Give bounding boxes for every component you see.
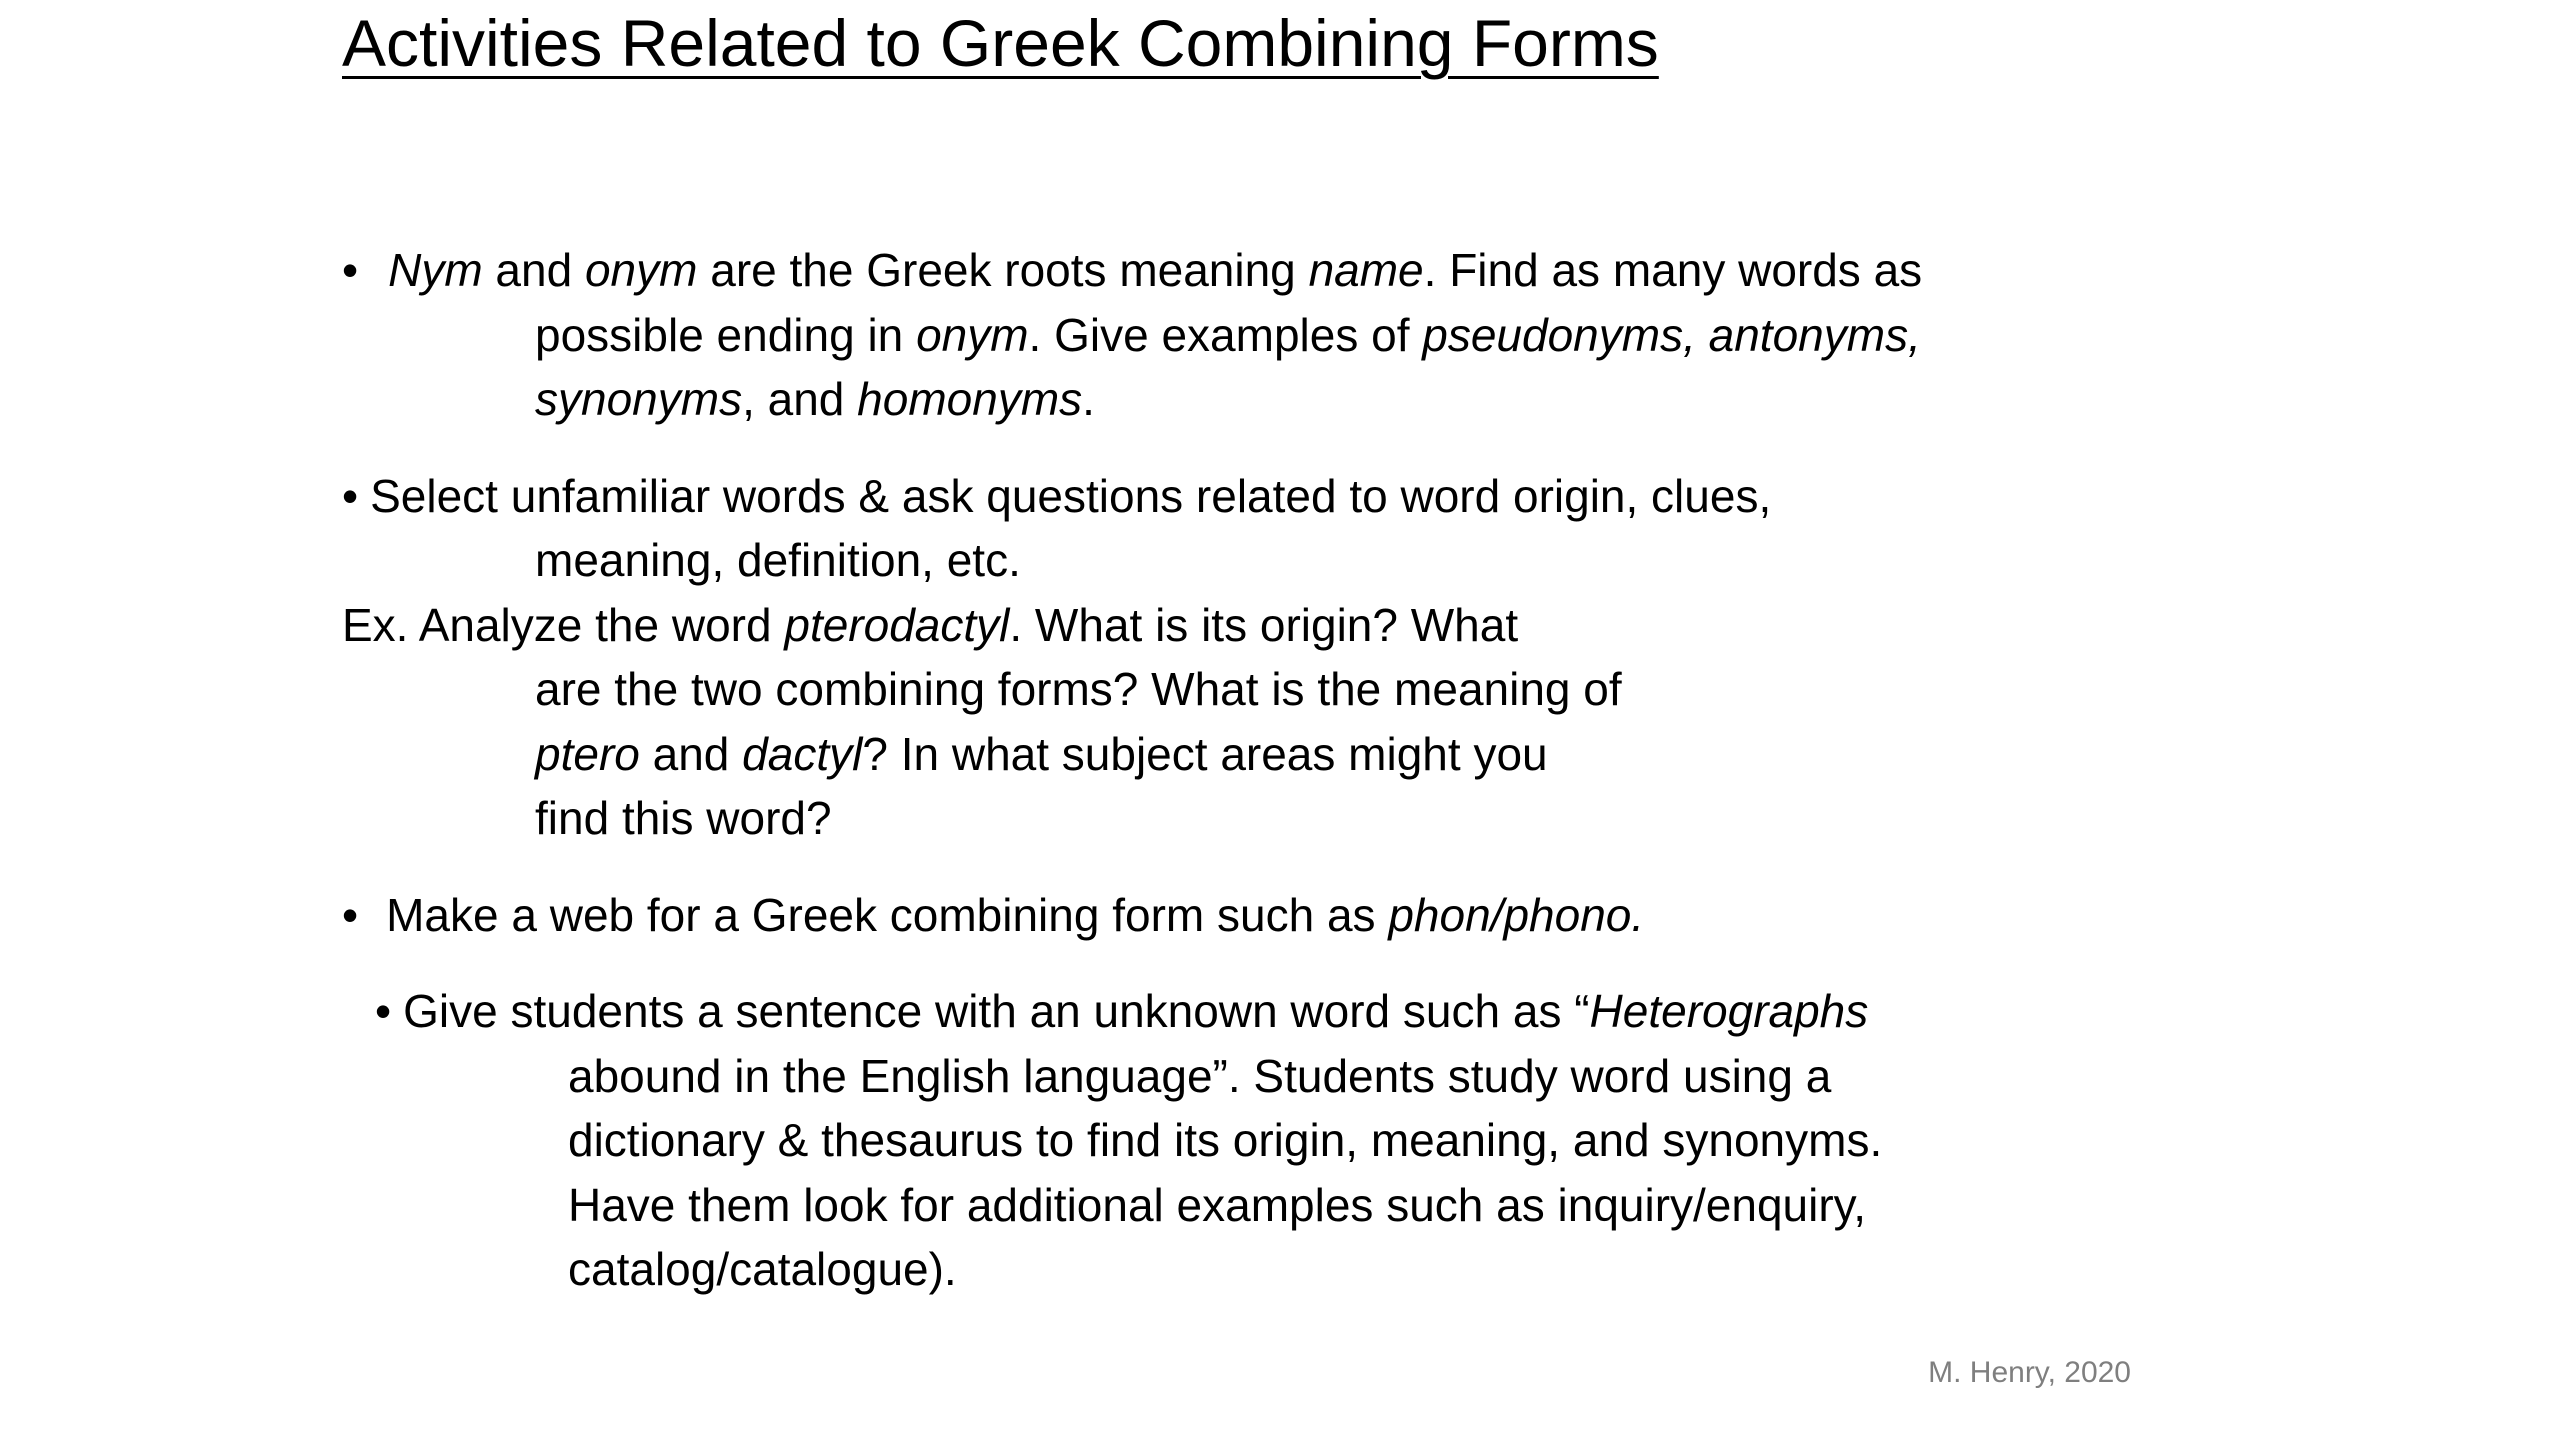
bullet-dot: • xyxy=(342,469,359,522)
bullet4-line5 xyxy=(342,1237,2162,1302)
bullet4-line4 xyxy=(342,1173,2162,1238)
text-italic: onym xyxy=(584,244,698,296)
text-italic: onym xyxy=(916,308,1029,361)
example-line3 xyxy=(342,722,2162,787)
text: find this word? xyxy=(535,792,832,844)
text-italic: pseudonyms, antonyms, xyxy=(1422,308,1921,361)
bullet4-line2 xyxy=(342,1044,2162,1109)
bullet4-line3 xyxy=(342,1108,2162,1173)
text: . xyxy=(1082,373,1095,425)
example-line4 xyxy=(342,786,2162,851)
bullet-dot: • xyxy=(375,985,392,1037)
bullet1-line1 xyxy=(342,238,2162,303)
footer-credit: M. Henry, 2020 xyxy=(1928,1356,2131,1389)
text-italic: name xyxy=(1308,244,1424,296)
text: possible ending in xyxy=(535,308,917,361)
text: . Give examples of xyxy=(1028,308,1423,361)
text: and xyxy=(482,244,585,296)
text: and xyxy=(639,727,743,780)
example-line1 xyxy=(342,593,2162,658)
text-italic: homonyms xyxy=(857,373,1083,425)
text: are the two combining forms? What is the meaning of xyxy=(535,663,1622,715)
text: , and xyxy=(742,373,858,425)
text-italic: Nym xyxy=(388,244,483,296)
bullet1-line3 xyxy=(342,367,2162,432)
text: ? In what subject areas might you xyxy=(862,727,1548,780)
bullet-dot: • xyxy=(342,244,359,296)
text: . What is its origin? What xyxy=(1009,598,1519,651)
bullet1-line2 xyxy=(342,303,2162,368)
bullet3-line1 xyxy=(342,883,2162,948)
text-italic: synonyms xyxy=(535,373,743,425)
text: Select unfamiliar words & ask questions related to word origin, clues, xyxy=(370,469,1772,522)
bullet2-line1 xyxy=(342,464,2162,529)
text-italic: dactyl xyxy=(742,727,863,780)
text: abound in the English language”. Students study word using a xyxy=(568,1049,1832,1102)
text-italic: pterodactyl xyxy=(784,598,1010,651)
bullet2-line2 xyxy=(342,528,2162,593)
slide-body xyxy=(342,238,2162,1302)
text-italic: ptero xyxy=(535,727,640,780)
text: dictionary & thesaurus to find its origin, meaning, and synonyms. xyxy=(568,1114,1883,1166)
text-italic: Heterographs xyxy=(1589,985,1869,1037)
text: Ex. Analyze the word xyxy=(342,598,785,651)
text-italic: phon/phono. xyxy=(1388,888,1645,941)
text: catalog/catalogue). xyxy=(568,1243,957,1295)
text: meaning, definition, etc. xyxy=(535,534,1021,586)
text: are the Greek roots meaning xyxy=(697,244,1309,296)
text: . Find as many words as xyxy=(1423,244,1923,296)
example-line2 xyxy=(342,657,2162,722)
text: Give students a sentence with an unknown word such as “ xyxy=(403,985,1590,1037)
text: Have them look for additional examples such as inquiry/enquiry, xyxy=(568,1178,1867,1231)
slide-title: Activities Related to Greek Combining Forms xyxy=(342,6,1659,80)
bullet-dot: • xyxy=(342,888,359,941)
text: Make a web for a Greek combining form such as xyxy=(386,888,1389,941)
bullet4-line1 xyxy=(342,979,2162,1044)
